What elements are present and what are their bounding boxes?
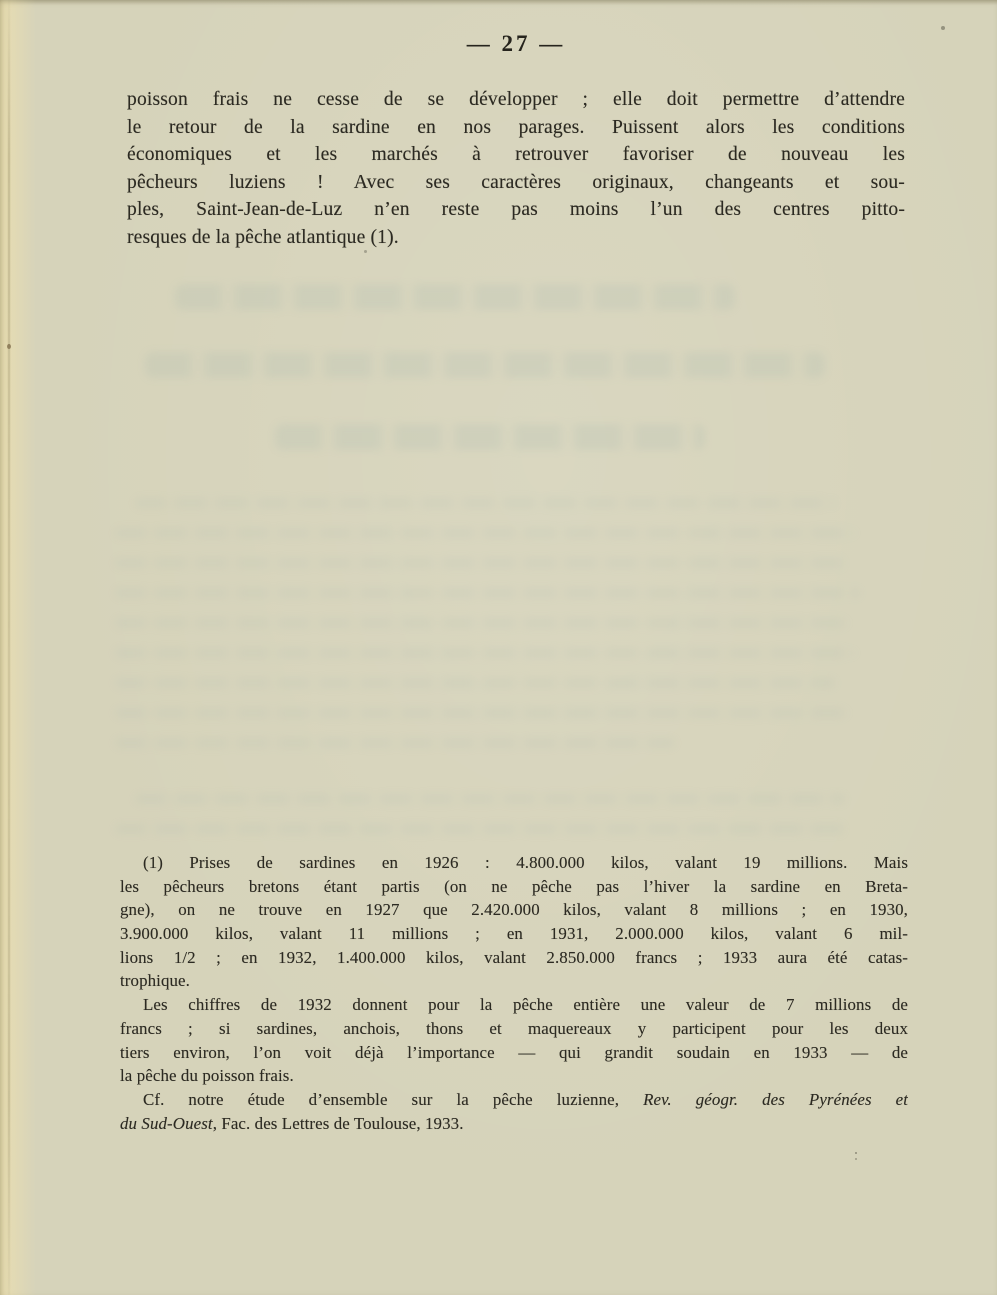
body-line: pêcheurs luziens ! Avec ses caractères originaux, changeants et sou- — [127, 171, 905, 193]
bleed-through-line — [115, 528, 855, 538]
footnote-line — [120, 1112, 908, 1136]
journal-title-italic: Rev. géogr. des Pyrénées et — [643, 1089, 908, 1109]
footnote-block — [120, 851, 908, 1135]
body-line: le retour de la sardine en nos parages. Puissent alors les conditions — [127, 116, 905, 138]
footnote-text: , Fac. des Lettres de Toulouse, 1933. — [212, 1113, 464, 1133]
footnote-line: les pêcheurs bretons étant partis (on ne pêche pas l’hiver la sardine en Breta- — [120, 876, 908, 896]
body-line: économiques et les marchés à retrouver favoriser de nouveau les — [127, 144, 905, 166]
page-crease-line — [8, 0, 10, 1295]
bleed-through-line — [115, 738, 675, 748]
bleed-through-line — [115, 824, 845, 834]
page-number: — 27 — — [466, 31, 566, 56]
journal-title-italic: du Sud-Ouest — [120, 1113, 213, 1133]
paper-speck — [941, 26, 945, 30]
bleed-through-line — [115, 558, 845, 568]
footnote-line: gne), on ne trouve en 1927 que 2.420.000 kilos, valant 8 millions ; en 1930, — [120, 900, 908, 920]
footnote-line: (1) Prises de sardines en 1926 : 4.800.000 kilos, valant 19 millions. Mais — [143, 853, 908, 872]
bleed-through-line — [115, 618, 850, 628]
bleed-through-smudge — [275, 424, 705, 450]
footnote-line: 3.900.000 kilos, valant 11 millions ; en 1931, 2.000.000 kilos, valant 6 mil- — [120, 924, 908, 944]
footnote-line: trophique. — [120, 971, 190, 991]
bleed-through-line — [115, 708, 850, 718]
footnote-line: lions 1/2 ; en 1932, 1.400.000 kilos, valant 2.850.000 francs ; 1933 aura été catas- — [120, 947, 908, 967]
body-line: resques de la pêche atlantique (1). — [127, 226, 399, 248]
bleed-through-smudge — [145, 352, 825, 378]
footnote-line: la pêche du poisson frais. — [120, 1066, 294, 1086]
bleed-through-line — [135, 498, 835, 508]
footnote-line — [120, 1088, 908, 1112]
footnote-line: Les chiffres de 1932 donnent pour la pêche entière une valeur de 7 millions de — [143, 995, 908, 1015]
bleed-through-line — [115, 648, 855, 658]
paper-speck — [855, 1152, 857, 1154]
footnote-text: Cf. notre étude d’ensemble sur la pêche luzienne, — [143, 1089, 644, 1109]
bleed-through-line — [115, 678, 835, 688]
main-paragraph — [127, 86, 905, 252]
bleed-through-line — [115, 588, 860, 598]
bleed-through-line — [135, 794, 845, 804]
paper-speck — [855, 1158, 857, 1160]
paper-speck — [7, 344, 11, 349]
body-line: poisson frais ne cesse de se développer ; elle doit permettre d’attendre — [127, 89, 905, 110]
footnote-line: francs ; si sardines, anchois, thons et maquereaux y participent pour les deux — [120, 1018, 908, 1038]
bleed-through-smudge — [175, 284, 735, 310]
footnote-line: tiers environ, l’on voit déjà l’importance — qui grandit soudain en 1933 — de — [120, 1042, 908, 1062]
paper-speck — [364, 250, 367, 253]
body-line: ples, Saint-Jean-de-Luz n’en reste pas moins l’un des centres pitto- — [127, 199, 905, 221]
bleed-through-area — [105, 266, 905, 856]
